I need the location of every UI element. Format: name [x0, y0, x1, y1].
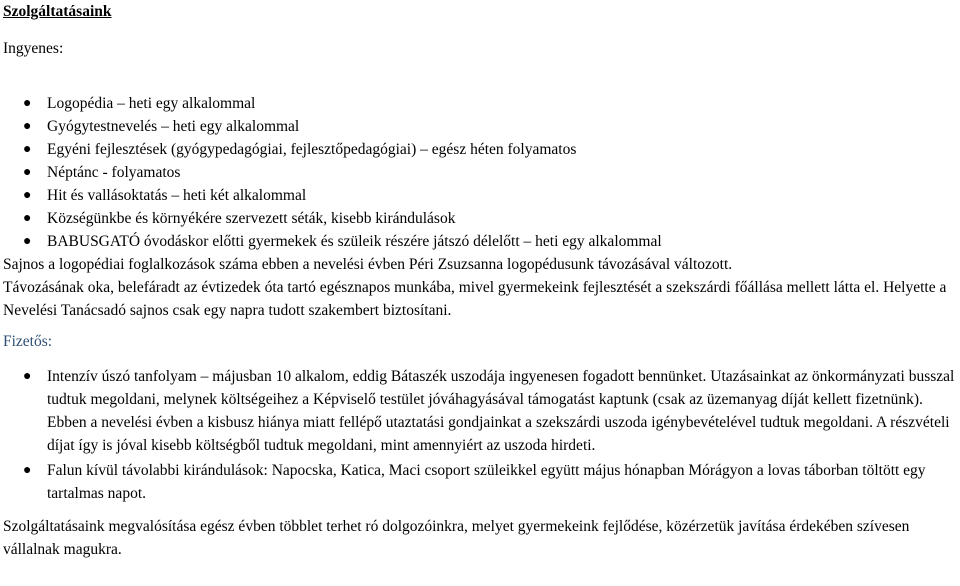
list-item [3, 115, 958, 138]
list-item-text: Néptánc - folyamatos [47, 164, 181, 181]
bullet-icon: ● [23, 165, 32, 180]
list-item [3, 161, 958, 184]
list-item-text: Falun kívül távolabbi kirándulások: Napocska, Katica, Maci csoport szüleikkel együtt május hónapban Mórágyon a lovas táborban töltött egy tartalmas napot. [47, 462, 926, 502]
free-services-label: Ingyenes: [3, 40, 64, 57]
paid-services-label: Fizetős: [3, 333, 53, 350]
list-item [3, 92, 958, 115]
bullet-icon: ● [23, 369, 32, 384]
bullet-icon: ● [23, 188, 32, 203]
list-item-text: Intenzív úszó tanfolyam – májusban 10 alkalom, eddig Bátaszék uszodája ingyenesen fogadott bennünket. Utazásainkat az önkormányzati busszal tudtuk megoldani, melynek költségeihez a Képviselő testület jóváhagyásával támogatást kaptunk (csak az üzemanyag díját kellett fizetnünk). Ebben a nevelési évben a kisbusz hiánya miatt fellépő utaztatási gondjainkat a szekszárdi uszoda igénybevételével tudtuk megoldani. A részvételi díjat így is jóval kisebb költségből tudtuk megoldani, mint amennyiért az uszoda hirdeti. [47, 368, 955, 454]
free-services-list [3, 92, 958, 253]
list-item [3, 230, 958, 253]
page-title: Szolgáltatásaink [3, 3, 112, 20]
list-item-text: BABUSGATÓ óvodáskor előtti gyermekek és szüleik részére játszó délelőtt – heti egy alkalommal [47, 233, 662, 250]
closing-paragraph: Szolgáltatásaink megvalósítása egész évben többlet terhet ró dolgozóinkra, melyet gyermekeink fejlődése, közérzetük javítása érdekében szívesen vállalnak magukra. [3, 518, 910, 558]
bullet-icon: ● [23, 119, 32, 134]
list-item [3, 138, 958, 161]
bullet-icon: ● [23, 463, 32, 478]
list-item-text: Hit és vallásoktatás – heti két alkalommal [47, 187, 307, 204]
list-item-text: Egyéni fejlesztések (gyógypedagógiai, fejlesztőpedagógiai) – egész héten folyamatos [47, 141, 577, 158]
bullet-icon: ● [23, 234, 32, 249]
list-item-text: Községünkbe és környékére szervezett séták, kisebb kirándulások [47, 210, 456, 227]
list-item [3, 459, 958, 505]
bullet-icon: ● [23, 211, 32, 226]
list-item-text: Gyógytestnevelés – heti egy alkalommal [47, 118, 300, 135]
list-item-text: Logopédia – heti egy alkalommal [47, 95, 256, 112]
list-item [3, 207, 958, 230]
list-item [3, 184, 958, 207]
bullet-icon: ● [23, 142, 32, 157]
document-page [3, 0, 958, 561]
departure-note: Távozásának oka, belefáradt az évtizedek óta tartó egésznapos munkába, mivel gyermekeink fejlesztését a szekszárdi főállása mellett látta el. Helyette a Nevelési Tanácsadó sajnos csak egy napra tudott szakembert biztosítani. [3, 279, 947, 319]
list-item [3, 365, 958, 457]
logopedia-note: Sajnos a logopédiai foglalkozások száma ebben a nevelési évben Péri Zsuzsanna logopédusunk távozásával változott. [3, 256, 733, 273]
paid-services-list [3, 365, 958, 505]
bullet-icon: ● [23, 96, 32, 111]
